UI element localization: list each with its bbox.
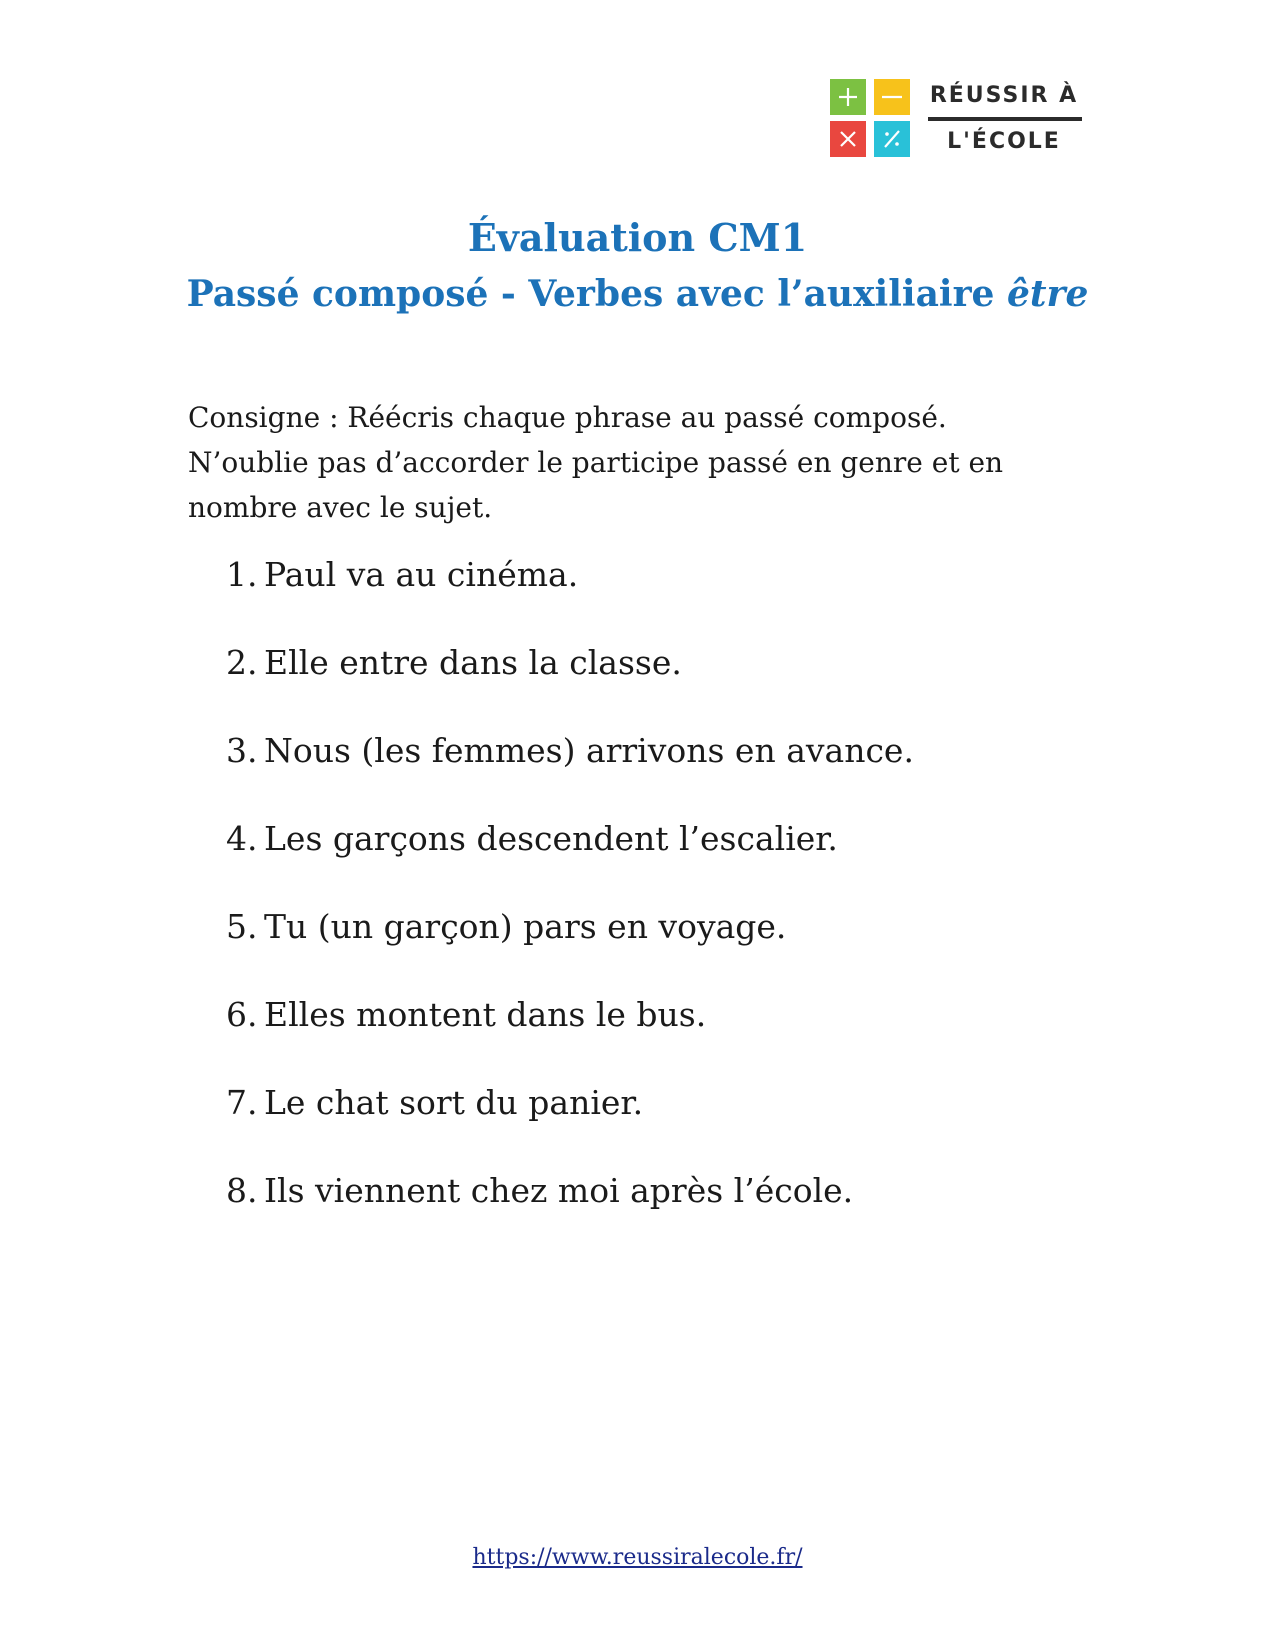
sentence-item xyxy=(226,905,914,993)
sentence-text: Ils viennent chez moi après l’école. xyxy=(264,1171,854,1210)
title-line-2 xyxy=(0,266,1275,322)
sentence-number: 6. xyxy=(226,995,258,1034)
logo-wordmark-bottom: L'ÉCOLE xyxy=(947,129,1061,154)
sentence-text: Paul va au cinéma. xyxy=(264,555,579,594)
plus-icon xyxy=(830,79,866,115)
instruction-text: Consigne : Réécris chaque phrase au passé composé. N’oublie pas d’accorder le participe passé en genre et en nombre avec le sujet. xyxy=(188,401,1004,524)
sentence-number: 2. xyxy=(226,643,258,682)
sentence-item xyxy=(226,641,914,729)
sentence-item xyxy=(226,553,914,641)
logo-wordmark-top: RÉUSSIR À xyxy=(929,83,1079,108)
title-line-1: Évaluation CM1 xyxy=(467,215,808,260)
percent-icon xyxy=(874,121,910,157)
sentence-number: 4. xyxy=(226,819,258,858)
sentence-number: 5. xyxy=(226,907,258,946)
sentence-item xyxy=(226,729,914,817)
sentence-text: Nous (les femmes) arrivons en avance. xyxy=(264,731,914,770)
sentence-item xyxy=(226,993,914,1081)
times-icon xyxy=(830,121,866,157)
sentence-number: 8. xyxy=(226,1171,258,1210)
sentence-text: Elles montent dans le bus. xyxy=(264,995,707,1034)
sentence-item xyxy=(226,1081,914,1169)
site-logo xyxy=(830,79,1082,159)
website-link[interactable]: https://www.reussiralecole.fr/ xyxy=(472,1545,803,1570)
sentence-item xyxy=(226,817,914,905)
title-line-2-text: Passé composé - Verbes avec l’auxiliaire xyxy=(186,273,1007,315)
minus-icon xyxy=(874,79,910,115)
footer xyxy=(0,1545,1275,1570)
sentence-item xyxy=(226,1169,914,1257)
sentence-text: Les garçons descendent l’escalier. xyxy=(264,819,838,858)
sentence-text: Elle entre dans la classe. xyxy=(264,643,682,682)
sentence-text: Tu (un garçon) pars en voyage. xyxy=(264,907,787,946)
sentence-number: 7. xyxy=(226,1083,258,1122)
sentence-list xyxy=(226,553,914,1257)
page-title xyxy=(0,210,1275,322)
logo-divider xyxy=(928,117,1082,121)
sentence-number: 1. xyxy=(226,555,258,594)
sentence-number: 3. xyxy=(226,731,258,770)
sentence-text: Le chat sort du panier. xyxy=(264,1083,644,1122)
title-line-2-emphasis: être xyxy=(1006,273,1089,315)
